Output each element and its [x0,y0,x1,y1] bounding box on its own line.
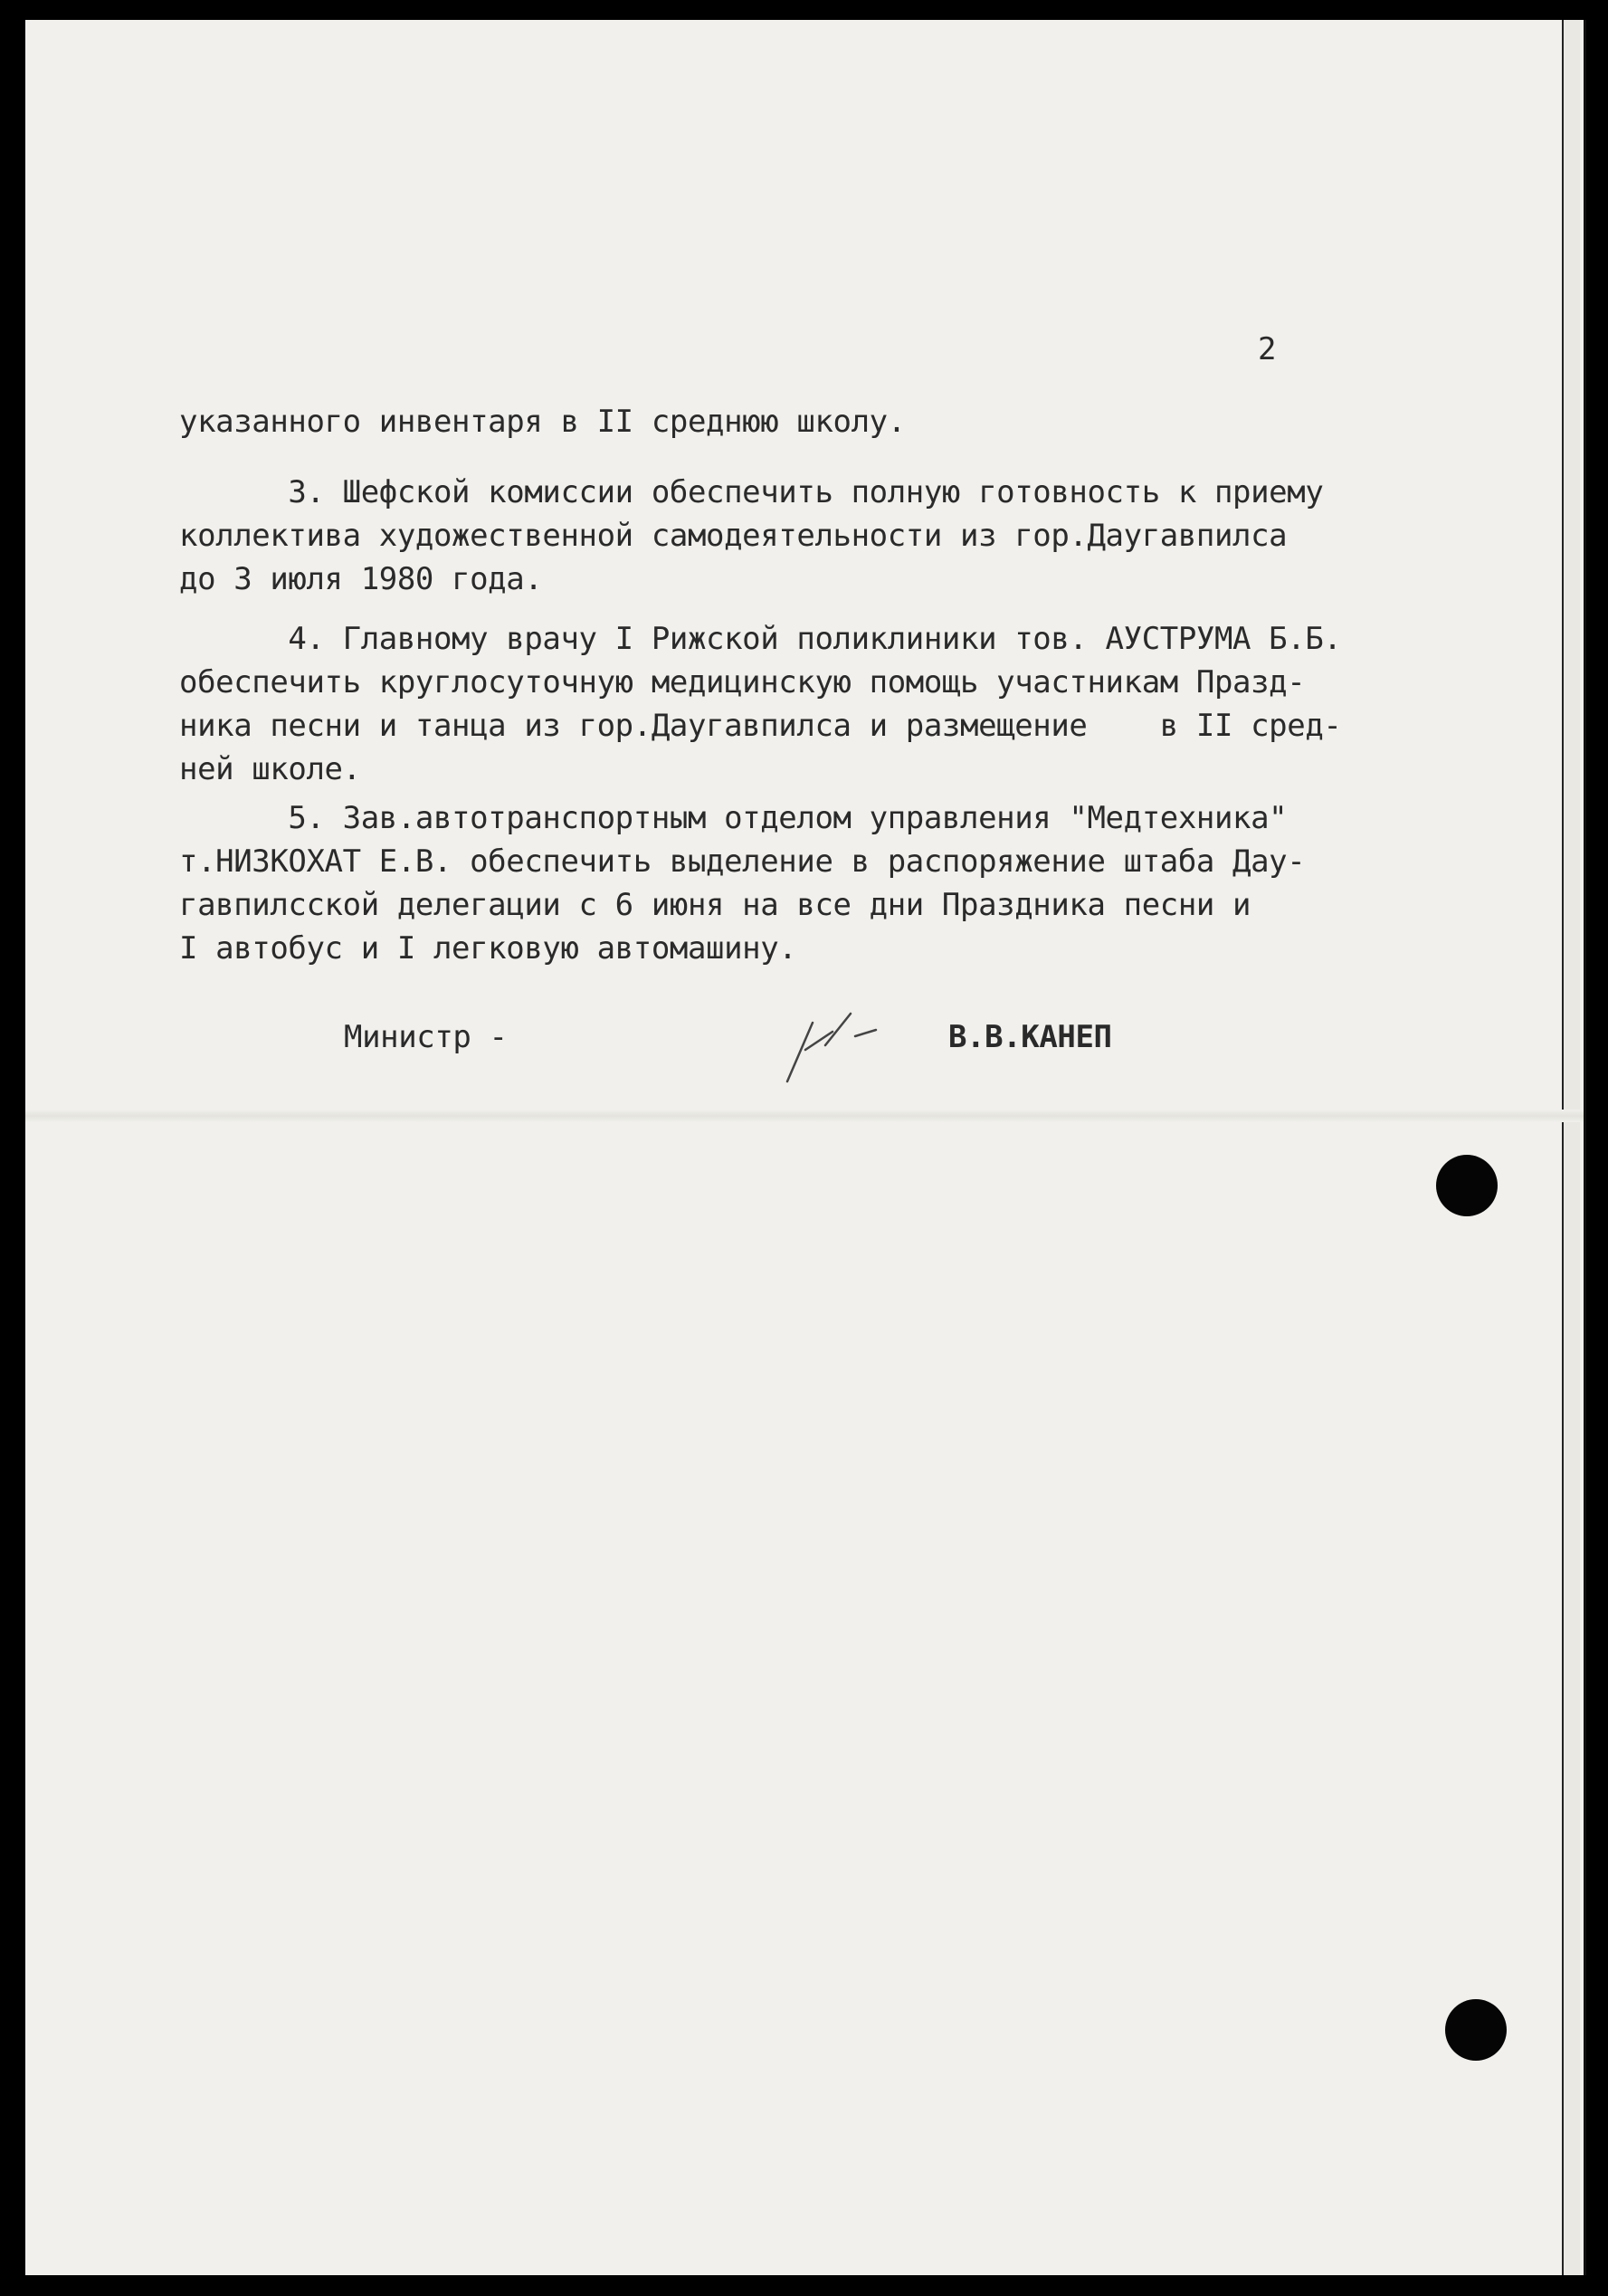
text-line-2: 3. Шефской комиссии обеспечить полную готовность к приему [179,474,1324,510]
text-line-8: ней школе. [179,751,361,787]
punch-hole-bottom [1445,1999,1507,2061]
text-line-10: т.НИЗКОХАТ Е.В. обеспечить выделение в распоряжение штаба Дау- [179,843,1306,880]
punch-hole-top [1436,1155,1498,1216]
signer-name: В.В.КАНЕП [948,1019,1112,1055]
page-number: 2 [1258,331,1277,367]
paper-edge [1562,20,1580,2275]
text-line-6: обеспечить круглосуточную медицинскую помощь участникам Празд- [179,664,1306,700]
text-line-11: гавпилсской делегации с 6 июня на все дни Праздника песни и [179,887,1251,923]
text-line-9: 5. Зав.автотранспортным отделом управления "Медтехника" [179,800,1288,836]
text-line-3: коллектива художественной самодеятельности из гор.Даугавпилса [179,518,1288,554]
text-line-5: 4. Главному врачу I Рижской поликлиники тов. АУСТРУМА Б.Б. [179,621,1342,657]
text-line-4: до 3 июля 1980 года. [179,561,543,597]
paper-fold [25,1110,1584,1122]
paper-sheet [25,20,1586,2275]
signature-title: Министр - [344,1019,508,1055]
text-line-7: ника песни и танца из гор.Даугавпилса и размещение в II сред- [179,708,1342,744]
text-line-12: I автобус и I легковую автомашину. [179,930,797,967]
handwritten-signature [769,996,905,1095]
text-line-1: указанного инвентаря в II среднюю школу. [179,404,906,440]
